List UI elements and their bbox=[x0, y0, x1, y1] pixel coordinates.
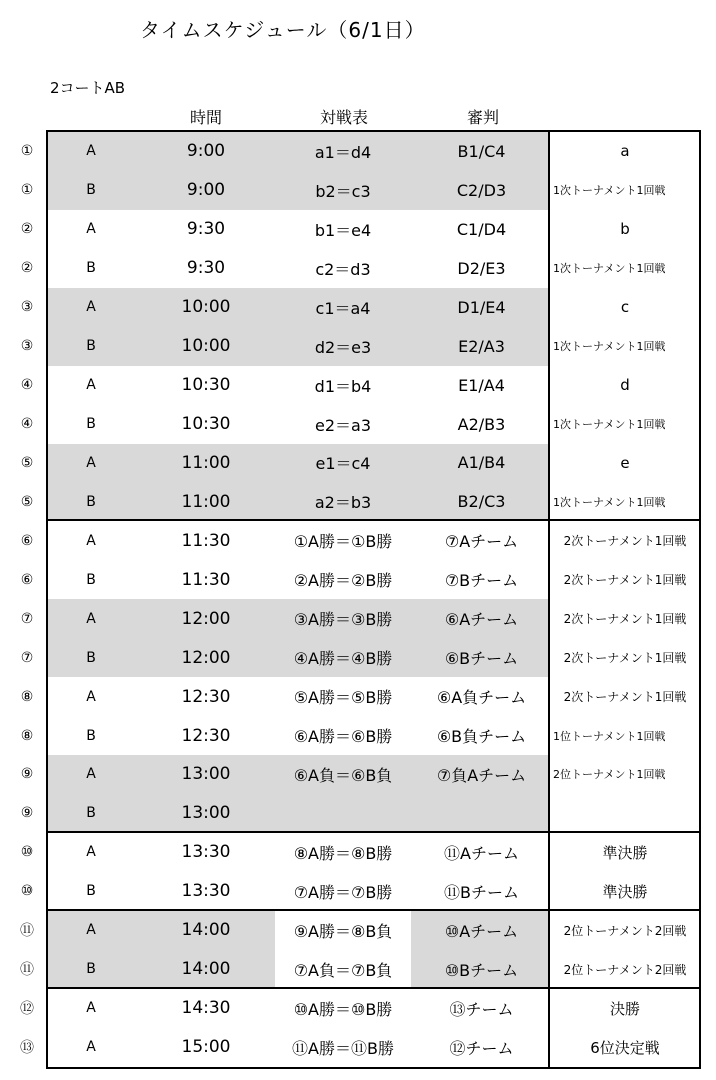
time-cell: 13:00 bbox=[181, 764, 231, 785]
table-row bbox=[0, 288, 716, 327]
time-cell: 12:30 bbox=[181, 725, 231, 746]
note-cell: 1次トーナメント1回戦 bbox=[553, 262, 666, 276]
row-number: ⑤ bbox=[20, 454, 34, 471]
time-cell: 13:30 bbox=[181, 842, 231, 863]
match-cell: ⑪A勝＝⑪B勝 bbox=[292, 1038, 394, 1058]
referee-cell: ⑥B負チーム bbox=[436, 727, 527, 747]
court-cell: B bbox=[86, 805, 96, 822]
referee-cell bbox=[414, 794, 549, 833]
table-row bbox=[0, 521, 716, 560]
referee-cell: ⑩Bチーム bbox=[444, 960, 519, 980]
court-cell: A bbox=[86, 1039, 96, 1056]
note-cell: 準決勝 bbox=[602, 843, 648, 862]
group-divider-1 bbox=[46, 519, 701, 521]
table-row bbox=[0, 599, 716, 638]
referee-cell: ⑥A負チーム bbox=[436, 688, 527, 708]
match-cell: ②A勝＝②B勝 bbox=[293, 571, 393, 591]
row-number: ⑪ bbox=[20, 923, 34, 940]
note-cell: c bbox=[620, 298, 630, 317]
group-divider-4 bbox=[46, 987, 701, 989]
time-cell: 9:00 bbox=[186, 141, 226, 162]
row-number: ② bbox=[20, 221, 34, 238]
court-cell: A bbox=[86, 922, 96, 939]
note-column-divider bbox=[548, 130, 550, 1069]
match-cell: ⑨A勝＝⑧B負 bbox=[293, 921, 393, 941]
time-cell: 13:30 bbox=[181, 881, 231, 902]
row-number: ⑬ bbox=[20, 1040, 34, 1057]
row-number: ① bbox=[20, 182, 34, 199]
time-cell: 14:00 bbox=[181, 920, 231, 941]
court-cell: B bbox=[86, 727, 96, 744]
court-cell: A bbox=[86, 766, 96, 783]
time-cell: 12:00 bbox=[181, 647, 231, 668]
table-row bbox=[0, 405, 716, 444]
table-row bbox=[0, 1028, 716, 1067]
court-cell: A bbox=[86, 377, 96, 394]
match-cell: ①A勝＝①B勝 bbox=[293, 532, 393, 552]
match-cell: b2＝c3 bbox=[315, 181, 371, 201]
note-cell: e bbox=[620, 453, 630, 472]
court-cell: A bbox=[86, 688, 96, 705]
note-cell: 1次トーナメント1回戦 bbox=[553, 184, 666, 198]
time-cell: 9:30 bbox=[186, 219, 226, 240]
match-cell: ⑥A負＝⑥B負 bbox=[293, 765, 393, 785]
note-cell: 6位決定戦 bbox=[590, 1038, 660, 1057]
time-cell: 10:30 bbox=[181, 414, 231, 435]
page-title: タイムスケジュール（6/1日） bbox=[140, 18, 426, 42]
row-number: ⑦ bbox=[20, 649, 34, 666]
schedule-table bbox=[0, 132, 716, 1067]
match-cell: c1＝a4 bbox=[315, 298, 371, 318]
court-cell: B bbox=[86, 649, 96, 666]
note-cell: 2次トーナメント1回戦 bbox=[563, 534, 687, 549]
row-number: ① bbox=[20, 143, 34, 160]
header-match: 対戦表 bbox=[319, 108, 368, 127]
referee-cell: ⑪Bチーム bbox=[444, 882, 519, 902]
table-border-bottom bbox=[46, 1067, 701, 1069]
row-number: ④ bbox=[20, 416, 34, 433]
table-border-right bbox=[699, 130, 701, 1069]
time-cell: 10:00 bbox=[181, 297, 231, 318]
group-divider-2 bbox=[46, 831, 701, 833]
court-cell: A bbox=[86, 844, 96, 861]
referee-cell: E2/A3 bbox=[458, 336, 505, 356]
referee-cell: A1/B4 bbox=[457, 453, 506, 473]
group-divider-3 bbox=[46, 909, 701, 911]
note-cell: a bbox=[620, 142, 630, 161]
note-cell bbox=[551, 794, 699, 833]
row-number: ② bbox=[20, 260, 34, 277]
court-cell: A bbox=[86, 143, 96, 160]
court-cell: B bbox=[86, 571, 96, 588]
match-cell: c2＝d3 bbox=[315, 259, 371, 279]
referee-cell: ⑥Aチーム bbox=[444, 610, 519, 630]
referee-cell: E1/A4 bbox=[458, 375, 505, 395]
court-cell: B bbox=[86, 260, 96, 277]
table-row bbox=[0, 950, 716, 989]
referee-cell: D1/E4 bbox=[457, 297, 506, 317]
note-cell: 2次トーナメント1回戦 bbox=[563, 690, 687, 705]
note-cell: 決勝 bbox=[609, 999, 640, 1018]
note-cell: 1次トーナメント1回戦 bbox=[553, 340, 666, 354]
time-cell: 10:00 bbox=[181, 336, 231, 357]
court-cell: A bbox=[86, 299, 96, 316]
referee-cell: C1/D4 bbox=[456, 219, 507, 239]
referee-cell: ⑩Aチーム bbox=[444, 921, 519, 941]
table-row bbox=[0, 911, 716, 950]
match-cell: b1＝e4 bbox=[314, 220, 372, 240]
match-cell: ⑥A勝＝⑥B勝 bbox=[293, 727, 393, 747]
note-cell: 2次トーナメント1回戦 bbox=[563, 612, 687, 627]
time-cell: 14:30 bbox=[181, 998, 231, 1019]
table-row bbox=[0, 210, 716, 249]
match-cell: d1＝b4 bbox=[314, 376, 372, 396]
time-cell: 12:00 bbox=[181, 608, 231, 629]
table-row bbox=[0, 171, 716, 210]
table-row bbox=[0, 638, 716, 677]
referee-cell: ⑫チーム bbox=[449, 1038, 514, 1058]
time-cell: 9:30 bbox=[186, 258, 226, 279]
time-cell: 13:00 bbox=[181, 803, 231, 824]
referee-cell: ⑪Aチーム bbox=[444, 843, 519, 863]
row-number: ③ bbox=[20, 299, 34, 316]
table-border-left bbox=[46, 130, 48, 1069]
referee-cell: B1/C4 bbox=[457, 141, 506, 161]
match-cell: e2＝a3 bbox=[314, 415, 371, 435]
referee-cell: C2/D3 bbox=[456, 180, 507, 200]
row-number: ⑥ bbox=[20, 571, 34, 588]
court-cell: A bbox=[86, 221, 96, 238]
referee-cell: ⑦負Aチーム bbox=[436, 765, 527, 785]
note-cell: d bbox=[620, 376, 630, 395]
court-cell: A bbox=[86, 1000, 96, 1017]
table-row bbox=[0, 560, 716, 599]
time-cell: 11:30 bbox=[181, 569, 231, 590]
court-cell: B bbox=[86, 182, 96, 199]
note-cell: 2位トーナメント1回戦 bbox=[553, 768, 666, 782]
match-cell: d2＝e3 bbox=[314, 337, 372, 357]
note-cell: 2位トーナメント2回戦 bbox=[563, 962, 687, 977]
referee-cell: ⑥Bチーム bbox=[444, 649, 519, 669]
row-number: ⑨ bbox=[20, 766, 34, 783]
table-row bbox=[0, 989, 716, 1028]
table-row bbox=[0, 132, 716, 171]
referee-cell: ⑦Bチーム bbox=[444, 571, 519, 591]
table-row bbox=[0, 327, 716, 366]
referee-cell: ⑦Aチーム bbox=[444, 532, 519, 552]
table-border-top bbox=[46, 130, 701, 132]
time-cell: 10:30 bbox=[181, 375, 231, 396]
table-row bbox=[0, 716, 716, 755]
court-cell: B bbox=[86, 883, 96, 900]
table-row bbox=[0, 872, 716, 911]
match-cell: ⑦A勝＝⑦B勝 bbox=[293, 882, 393, 902]
row-number: ⑧ bbox=[20, 688, 34, 705]
court-cell: A bbox=[86, 454, 96, 471]
row-number: ⑪ bbox=[20, 962, 34, 979]
referee-cell: A2/B3 bbox=[457, 414, 506, 434]
court-label: 2コートAB bbox=[50, 79, 126, 97]
referee-cell: D2/E3 bbox=[457, 258, 506, 278]
court-cell: B bbox=[86, 493, 96, 510]
row-number: ⑤ bbox=[20, 493, 34, 510]
match-cell: e1＝c4 bbox=[315, 454, 371, 474]
table-row bbox=[0, 366, 716, 405]
row-number: ⑧ bbox=[20, 727, 34, 744]
table-row bbox=[0, 677, 716, 716]
note-cell: 1次トーナメント1回戦 bbox=[553, 495, 666, 509]
court-cell: A bbox=[86, 610, 96, 627]
match-cell bbox=[275, 794, 411, 833]
row-number: ⑥ bbox=[20, 532, 34, 549]
match-cell: ③A勝＝③B勝 bbox=[293, 610, 393, 630]
match-cell: ⑩A勝＝⑩B勝 bbox=[293, 999, 393, 1019]
match-cell: ⑤A勝＝⑤B勝 bbox=[293, 688, 393, 708]
row-number: ⑩ bbox=[20, 883, 34, 900]
row-number: ⑫ bbox=[20, 1001, 34, 1018]
header-referee: 審判 bbox=[466, 108, 499, 127]
note-cell: b bbox=[620, 220, 630, 239]
table-row bbox=[0, 755, 716, 794]
court-cell: B bbox=[86, 961, 96, 978]
row-number: ③ bbox=[20, 338, 34, 355]
time-cell: 11:00 bbox=[181, 491, 231, 512]
note-cell: 準決勝 bbox=[602, 882, 648, 901]
note-cell: 2次トーナメント1回戦 bbox=[563, 573, 687, 588]
match-cell: ⑧A勝＝⑧B勝 bbox=[293, 843, 393, 863]
table-row bbox=[0, 794, 716, 833]
note-cell: 2位トーナメント2回戦 bbox=[563, 923, 687, 938]
time-cell: 14:00 bbox=[181, 959, 231, 980]
header-time: 時間 bbox=[189, 108, 222, 127]
time-cell: 12:30 bbox=[181, 686, 231, 707]
note-cell: 1次トーナメント1回戦 bbox=[553, 418, 666, 432]
match-cell: a1＝d4 bbox=[314, 142, 372, 162]
table-row bbox=[0, 833, 716, 872]
note-cell: 2次トーナメント1回戦 bbox=[563, 651, 687, 666]
time-cell: 15:00 bbox=[181, 1037, 231, 1058]
table-row bbox=[0, 482, 716, 521]
referee-cell: ⑬チーム bbox=[449, 999, 514, 1019]
note-cell: 1位トーナメント1回戦 bbox=[553, 729, 666, 743]
court-cell: B bbox=[86, 416, 96, 433]
row-number: ④ bbox=[20, 377, 34, 394]
row-number: ⑩ bbox=[20, 844, 34, 861]
time-cell: 11:30 bbox=[181, 530, 231, 551]
match-cell: a2＝b3 bbox=[314, 493, 372, 513]
court-cell: A bbox=[86, 532, 96, 549]
time-cell: 11:00 bbox=[181, 452, 231, 473]
time-cell: 9:00 bbox=[186, 180, 226, 201]
match-cell: ⑦A負＝⑦B負 bbox=[293, 960, 393, 980]
table-row bbox=[0, 249, 716, 288]
match-cell: ④A勝＝④B勝 bbox=[293, 649, 393, 669]
row-number: ⑨ bbox=[20, 805, 34, 822]
referee-cell: B2/C3 bbox=[457, 492, 506, 512]
table-row bbox=[0, 444, 716, 483]
court-cell: B bbox=[86, 338, 96, 355]
row-number: ⑦ bbox=[20, 610, 34, 627]
